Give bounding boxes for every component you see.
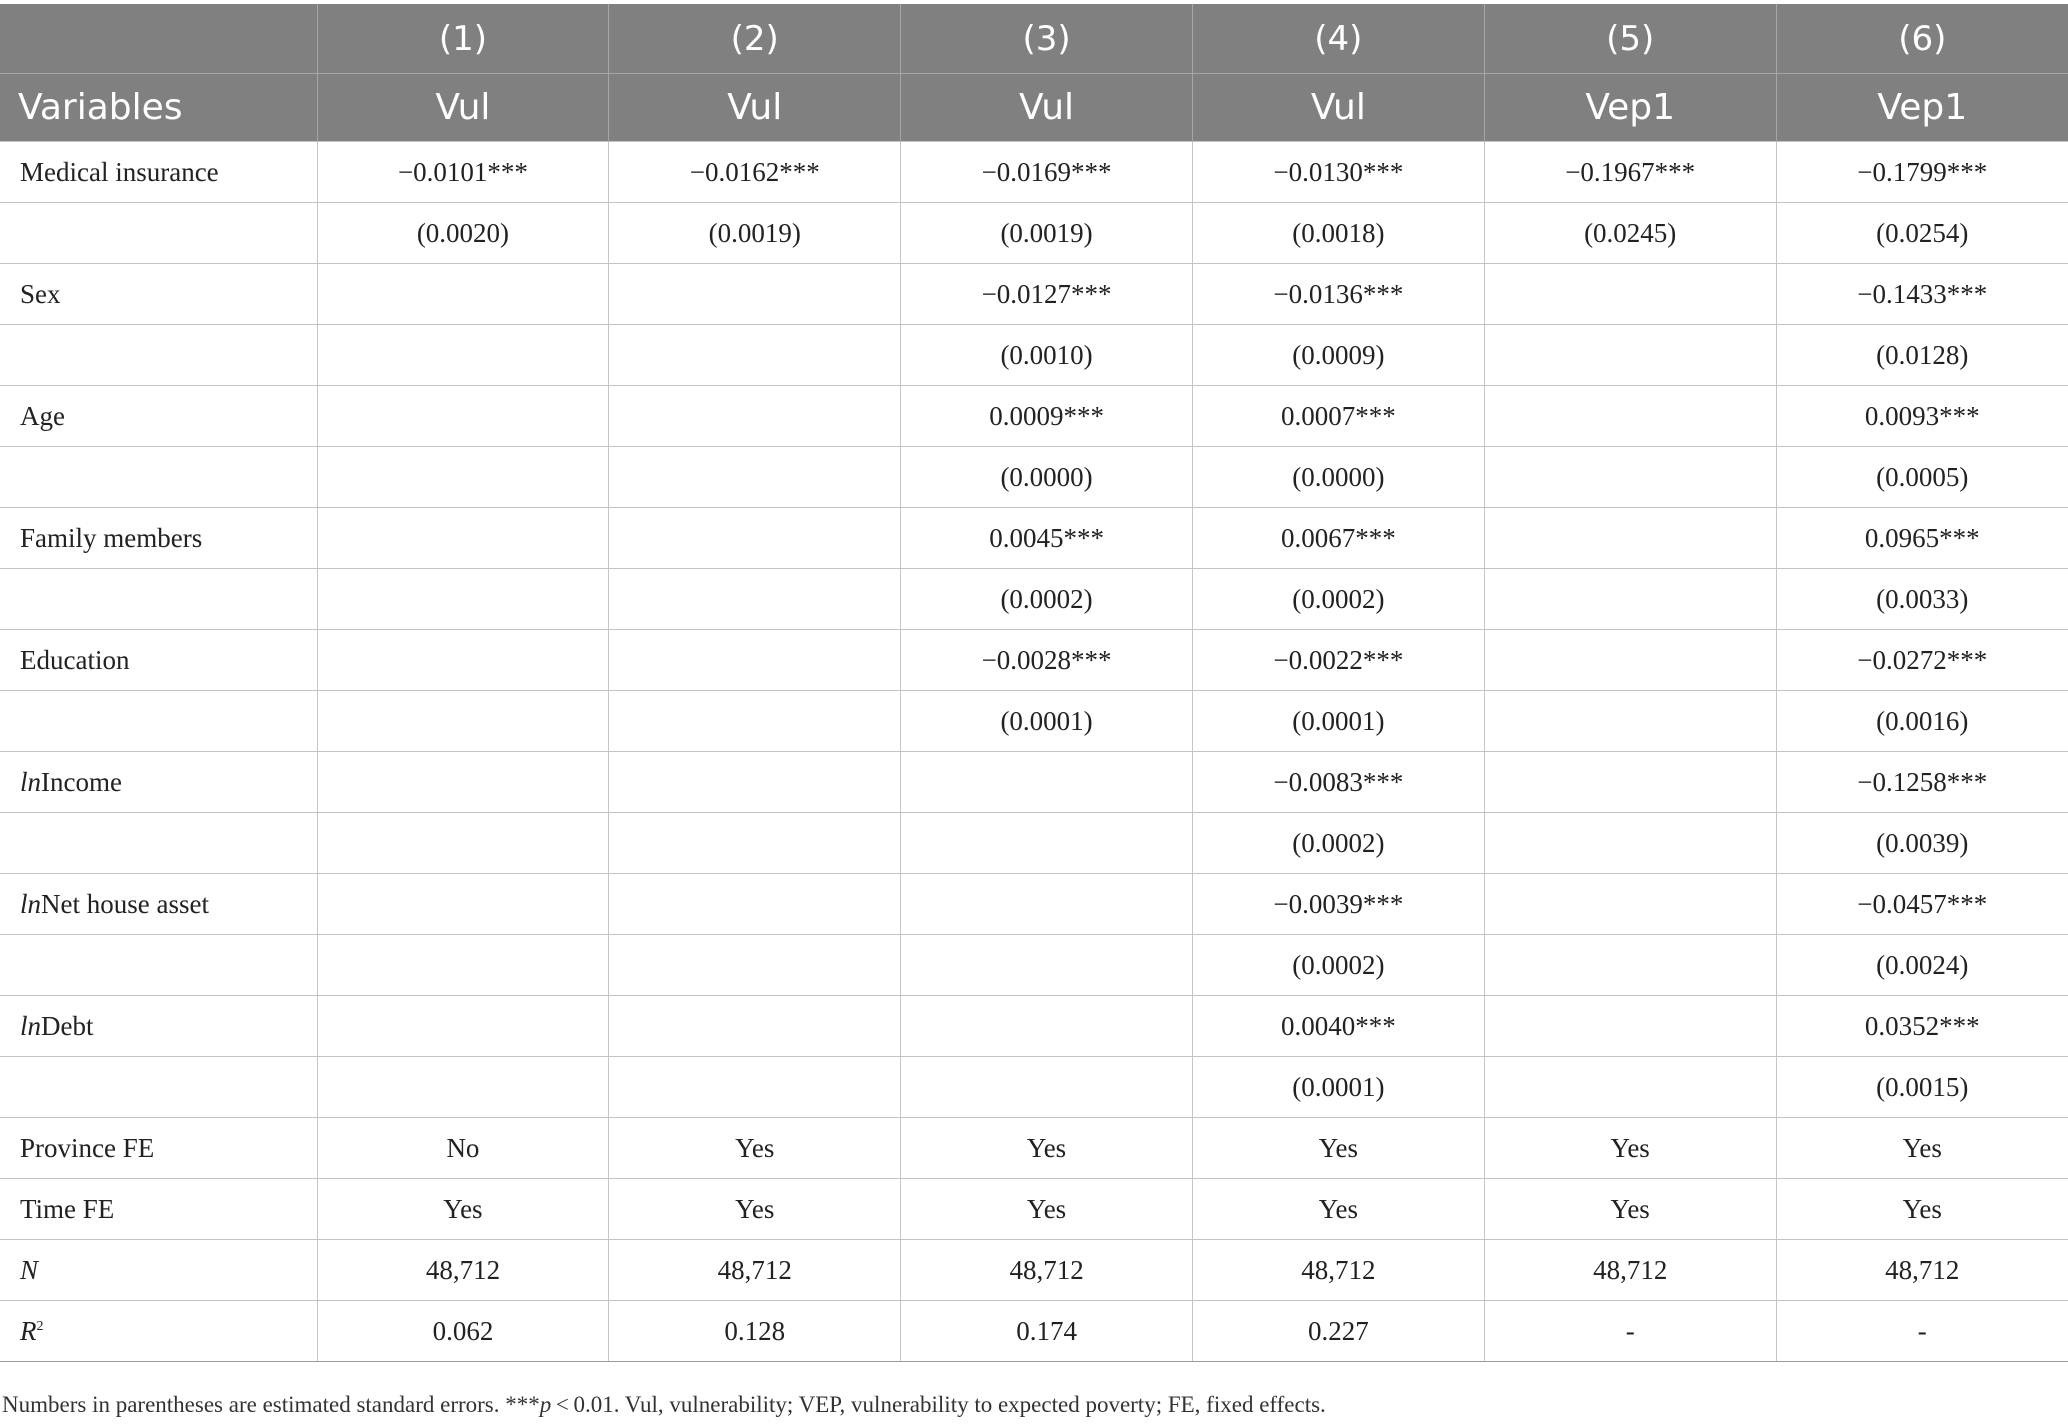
table-cell (609, 752, 901, 813)
table-container (0, 4, 2068, 1362)
table-cell: Yes (1776, 1118, 2068, 1179)
table-cell (317, 447, 609, 508)
table-cell (1484, 630, 1776, 691)
table-cell (609, 508, 901, 569)
dependent-variable-header: Vul (901, 74, 1193, 142)
table-row (0, 203, 2068, 264)
table-cell: 0.0007*** (1192, 386, 1484, 447)
table-cell: (0.0033) (1776, 569, 2068, 630)
table-cell: (0.0019) (901, 203, 1193, 264)
table-cell (317, 569, 609, 630)
table-cell (901, 1057, 1193, 1118)
table-cell: −0.0272*** (1776, 630, 2068, 691)
table-cell: (0.0001) (901, 691, 1193, 752)
table-cell: Yes (609, 1118, 901, 1179)
row-label-text: Medical insurance (20, 156, 219, 187)
table-cell: 48,712 (1484, 1240, 1776, 1301)
table-cell: (0.0009) (1192, 325, 1484, 386)
table-cell (1484, 813, 1776, 874)
row-label (0, 874, 317, 935)
dependent-variable-header: Vul (317, 74, 609, 142)
row-label (0, 630, 317, 691)
row-label (0, 691, 317, 752)
table-cell: (0.0128) (1776, 325, 2068, 386)
table-cell: (0.0254) (1776, 203, 2068, 264)
table-cell (1484, 996, 1776, 1057)
table-cell (901, 996, 1193, 1057)
table-cell: −0.0130*** (1192, 142, 1484, 203)
table-cell: No (317, 1118, 609, 1179)
table-body (0, 142, 2068, 1362)
dependent-variable-header: Vul (609, 74, 901, 142)
header-row-dependent-variables (0, 74, 2068, 142)
row-label (0, 569, 317, 630)
table-row (0, 1301, 2068, 1362)
table-cell (609, 935, 901, 996)
table-cell (609, 874, 901, 935)
column-number: (4) (1192, 4, 1484, 74)
table-cell (317, 874, 609, 935)
table-cell: (0.0002) (901, 569, 1193, 630)
row-label (0, 325, 317, 386)
table-cell: 48,712 (901, 1240, 1193, 1301)
table-cell (901, 813, 1193, 874)
table-cell (1484, 508, 1776, 569)
regression-table (0, 4, 2068, 1362)
table-cell: (0.0001) (1192, 1057, 1484, 1118)
table-cell: 48,712 (1776, 1240, 2068, 1301)
table-cell: 0.0067*** (1192, 508, 1484, 569)
table-cell: Yes (609, 1179, 901, 1240)
table-cell: (0.0002) (1192, 935, 1484, 996)
dependent-variable-header: Vep1 (1484, 74, 1776, 142)
table-cell: (0.0010) (901, 325, 1193, 386)
footnote-text-part1: Numbers in parentheses are estimated standard errors. *** (2, 1392, 540, 1417)
table-cell (317, 386, 609, 447)
table-cell (609, 630, 901, 691)
row-label (0, 264, 317, 325)
table-cell: (0.0024) (1776, 935, 2068, 996)
table-row (0, 264, 2068, 325)
column-number: (2) (609, 4, 901, 74)
table-row (0, 508, 2068, 569)
table-cell: 0.0352*** (1776, 996, 2068, 1057)
table-cell: −0.0457*** (1776, 874, 2068, 935)
row-label (0, 1240, 317, 1301)
row-label-text: Time FE (20, 1193, 115, 1224)
column-number: (1) (317, 4, 609, 74)
table-cell: 48,712 (1192, 1240, 1484, 1301)
table-cell (1484, 1057, 1776, 1118)
table-cell: Yes (1192, 1118, 1484, 1179)
table-cell: −0.1799*** (1776, 142, 2068, 203)
table-footnote (2, 1392, 1326, 1418)
table-cell: Yes (1484, 1118, 1776, 1179)
column-number: (3) (901, 4, 1193, 74)
table-cell: 48,712 (609, 1240, 901, 1301)
column-number: (6) (1776, 4, 2068, 74)
table-cell (609, 569, 901, 630)
table-cell: (0.0001) (1192, 691, 1484, 752)
table-cell: −0.0101*** (317, 142, 609, 203)
table-cell (609, 813, 901, 874)
row-label (0, 203, 317, 264)
table-row (0, 1118, 2068, 1179)
table-cell (317, 630, 609, 691)
table-cell (901, 752, 1193, 813)
header-corner-cell (0, 4, 317, 74)
row-label-italic-prefix: ln (20, 888, 42, 919)
table-cell (1484, 569, 1776, 630)
table-cell: 0.0040*** (1192, 996, 1484, 1057)
table-cell: (0.0019) (609, 203, 901, 264)
row-label (0, 1301, 317, 1362)
table-cell: 0.0093*** (1776, 386, 2068, 447)
table-cell (317, 1057, 609, 1118)
row-label-superscript: 2 (36, 1318, 44, 1334)
row-label (0, 142, 317, 203)
table-cell (317, 813, 609, 874)
dependent-variable-header: Vul (1192, 74, 1484, 142)
table-cell: (0.0018) (1192, 203, 1484, 264)
table-cell: 0.0045*** (901, 508, 1193, 569)
table-cell: Yes (1484, 1179, 1776, 1240)
row-label (0, 1118, 317, 1179)
row-label-italic-prefix: ln (20, 1010, 42, 1041)
table-cell (317, 996, 609, 1057)
table-cell: −0.0127*** (901, 264, 1193, 325)
table-cell (609, 447, 901, 508)
table-cell: - (1776, 1301, 2068, 1362)
table-cell (1484, 264, 1776, 325)
table-row (0, 1179, 2068, 1240)
footnote-p-symbol: p (539, 1392, 552, 1417)
table-cell (1484, 752, 1776, 813)
table-cell: Yes (901, 1118, 1193, 1179)
table-cell (609, 996, 901, 1057)
table-row (0, 386, 2068, 447)
row-label (0, 508, 317, 569)
table-row (0, 935, 2068, 996)
table-cell: 0.128 (609, 1301, 901, 1362)
table-cell: (0.0015) (1776, 1057, 2068, 1118)
table-cell (901, 874, 1193, 935)
row-label-italic-prefix: ln (20, 766, 42, 797)
table-cell: 48,712 (317, 1240, 609, 1301)
table-cell: (0.0016) (1776, 691, 2068, 752)
table-row (0, 691, 2068, 752)
table-cell (609, 264, 901, 325)
row-label (0, 386, 317, 447)
dependent-variable-header: Vep1 (1776, 74, 2068, 142)
table-cell: (0.0000) (901, 447, 1193, 508)
row-label (0, 1179, 317, 1240)
table-cell (317, 691, 609, 752)
table-cell: Yes (317, 1179, 609, 1240)
row-label-text: Sex (20, 278, 61, 309)
table-cell: 0.0965*** (1776, 508, 2068, 569)
table-row (0, 874, 2068, 935)
table-cell (609, 1057, 901, 1118)
table-cell: −0.0022*** (1192, 630, 1484, 691)
table-cell: 0.227 (1192, 1301, 1484, 1362)
table-cell (609, 691, 901, 752)
table-cell: (0.0039) (1776, 813, 2068, 874)
column-number: (5) (1484, 4, 1776, 74)
table-cell: −0.0136*** (1192, 264, 1484, 325)
table-cell (317, 935, 609, 996)
table-row (0, 142, 2068, 203)
table-row (0, 630, 2068, 691)
row-label-italic-prefix: N (20, 1254, 39, 1285)
row-label-text: Family members (20, 522, 203, 553)
table-cell: Yes (1192, 1179, 1484, 1240)
table-row (0, 569, 2068, 630)
table-cell: Yes (1776, 1179, 2068, 1240)
table-row (0, 1057, 2068, 1118)
table-row (0, 1240, 2068, 1301)
table-cell (317, 264, 609, 325)
row-label (0, 447, 317, 508)
table-row (0, 813, 2068, 874)
row-label-text: Province FE (20, 1132, 155, 1163)
table-cell: (0.0002) (1192, 813, 1484, 874)
table-cell: −0.0169*** (901, 142, 1193, 203)
footnote-text-part2: < 0.01. Vul, vulnerability; VEP, vulnerability to expected poverty; FE, fixed effects. (551, 1392, 1326, 1417)
table-cell (609, 386, 901, 447)
table-cell (1484, 325, 1776, 386)
table-cell (317, 325, 609, 386)
table-cell (609, 325, 901, 386)
table-cell: 0.062 (317, 1301, 609, 1362)
table-cell: −0.1967*** (1484, 142, 1776, 203)
table-cell: −0.0083*** (1192, 752, 1484, 813)
table-cell: 0.0009*** (901, 386, 1193, 447)
table-cell (901, 935, 1193, 996)
table-cell (317, 508, 609, 569)
row-label-text: Age (20, 400, 65, 431)
table-row (0, 996, 2068, 1057)
table-cell (1484, 874, 1776, 935)
table-row (0, 752, 2068, 813)
table-cell (1484, 935, 1776, 996)
table-cell: Yes (901, 1179, 1193, 1240)
row-label (0, 813, 317, 874)
table-cell (1484, 447, 1776, 508)
table-cell: (0.0020) (317, 203, 609, 264)
table-cell: −0.0028*** (901, 630, 1193, 691)
table-cell (317, 752, 609, 813)
table-cell: −0.0039*** (1192, 874, 1484, 935)
table-cell: −0.0162*** (609, 142, 901, 203)
table-cell: 0.174 (901, 1301, 1193, 1362)
table-cell (1484, 691, 1776, 752)
row-label-italic-prefix: R (20, 1315, 37, 1346)
row-label-text: Education (20, 644, 130, 675)
table-cell: (0.0002) (1192, 569, 1484, 630)
row-label (0, 996, 317, 1057)
table-cell: - (1484, 1301, 1776, 1362)
table-cell: (0.0245) (1484, 203, 1776, 264)
variables-header: Variables (0, 74, 317, 142)
table-cell: −0.1258*** (1776, 752, 2068, 813)
table-cell: (0.0000) (1192, 447, 1484, 508)
row-label (0, 935, 317, 996)
table-cell: −0.1433*** (1776, 264, 2068, 325)
row-label-text: Income (41, 766, 122, 797)
header-row-column-numbers (0, 4, 2068, 74)
row-label (0, 752, 317, 813)
table-cell: (0.0005) (1776, 447, 2068, 508)
row-label-text: Debt (41, 1010, 94, 1041)
table-cell (1484, 386, 1776, 447)
table-header (0, 4, 2068, 142)
row-label (0, 1057, 317, 1118)
table-row (0, 325, 2068, 386)
row-label-text: Net house asset (41, 888, 209, 919)
table-row (0, 447, 2068, 508)
